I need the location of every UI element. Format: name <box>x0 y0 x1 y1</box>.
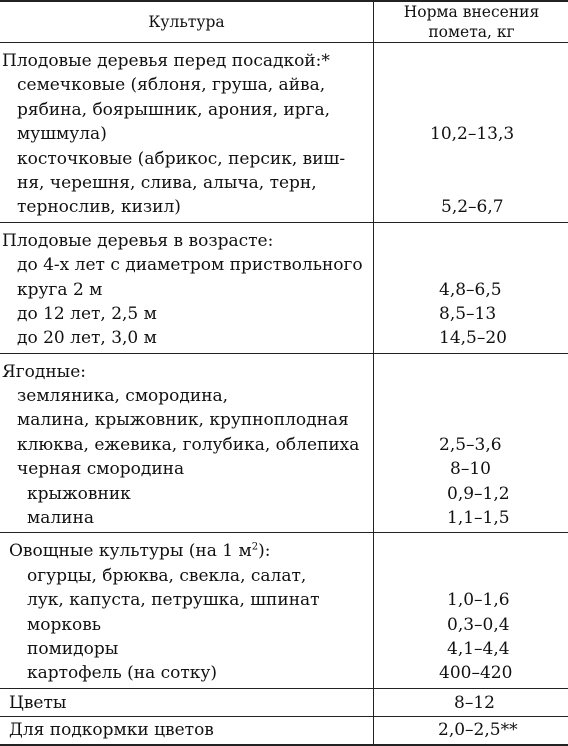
crop-cell <box>0 533 374 688</box>
table-row-fruit-age <box>0 222 568 353</box>
norm-value: 8–12 <box>374 691 568 715</box>
norm-value: 4,8–6,5 <box>374 278 568 302</box>
table-row-vegetables <box>0 533 568 688</box>
norm-cell <box>374 222 568 353</box>
norm-cell <box>374 717 568 745</box>
crop-line: черная смородина <box>0 457 373 481</box>
group-title: Овощные культуры (на 1 $м^2$): <box>0 539 373 563</box>
table-row-fruit-planting <box>0 43 568 223</box>
crop-line: семечковые (яблоня, груша, айва, <box>0 73 373 97</box>
header-norm-line1: Норма внесения <box>374 2 568 22</box>
group-title: Плодовые деревья в возрасте: <box>0 229 373 253</box>
crop-line: до 4-х лет с диаметром приствольного <box>0 253 373 277</box>
header-norm-line2: помета, кг <box>374 22 568 42</box>
crop-cell <box>0 222 374 353</box>
crop-line: морковь <box>0 613 373 637</box>
norm-value: 4,1–4,4 <box>374 637 568 661</box>
crop-line: ня, черешня, слива, алыча, терн, <box>0 171 373 195</box>
norm-cell <box>374 43 568 223</box>
norm-value: 10,2–13,3 <box>374 122 568 146</box>
norm-value: 8,5–13 <box>374 302 568 326</box>
crop-line: огурцы, брюква, свекла, салат, <box>0 564 373 588</box>
crop-line: малина <box>0 506 373 530</box>
norm-value: 1,0–1,6 <box>374 588 568 612</box>
norm-value: 400–420 <box>374 661 568 685</box>
crop-line: мушмула) <box>0 122 373 146</box>
norm-value: 5,2–6,7 <box>374 195 568 219</box>
norm-value: 1,1–1,5 <box>374 506 568 530</box>
crop-line: косточковые (абрикос, персик, виш- <box>0 147 373 171</box>
norm-value: 2,5–3,6 <box>374 433 568 457</box>
crop-line: круга 2 м <box>0 278 373 302</box>
norm-cell <box>374 688 568 716</box>
crop-line: малина, крыжовник, крупноплодная <box>0 408 373 432</box>
crop-line: помидоры <box>0 637 373 661</box>
crop-line: до 12 лет, 2,5 м <box>0 302 373 326</box>
crop-line: до 20 лет, 3,0 м <box>0 326 373 350</box>
norm-value: 0,3–0,4 <box>374 613 568 637</box>
crop-line: земляника, смородина, <box>0 384 373 408</box>
group-title: Плодовые деревья перед посадкой:* <box>0 49 373 73</box>
norm-value: 8–10 <box>374 457 568 481</box>
crop-cell <box>0 717 374 745</box>
crop-line: рябина, боярышник, арония, ирга, <box>0 98 373 122</box>
group-title: Цветы <box>0 691 373 715</box>
group-title: Для подкормки цветов <box>0 718 373 742</box>
header-norm <box>374 1 568 43</box>
group-title: Ягодные: <box>0 360 373 384</box>
table-row-flower-feeding <box>0 717 568 745</box>
table-header-row <box>0 1 568 43</box>
header-crop: Культура <box>0 1 374 43</box>
crop-line: тернослив, кизил) <box>0 195 373 219</box>
table-row-berries <box>0 353 568 533</box>
crop-line: клюква, ежевика, голубика, облепиха <box>0 433 373 457</box>
crop-line: крыжовник <box>0 482 373 506</box>
crop-cell <box>0 353 374 533</box>
norm-value: 14,5–20 <box>374 326 568 350</box>
norm-cell <box>374 353 568 533</box>
norm-cell <box>374 533 568 688</box>
crop-cell <box>0 43 374 223</box>
table-row-flowers <box>0 688 568 716</box>
crop-line: лук, капуста, петрушка, шпинат <box>0 588 373 612</box>
norm-value: 0,9–1,2 <box>374 482 568 506</box>
crop-line: картофель (на сотку) <box>0 661 373 685</box>
norm-value: 2,0–2,5** <box>374 718 568 742</box>
crop-cell <box>0 688 374 716</box>
